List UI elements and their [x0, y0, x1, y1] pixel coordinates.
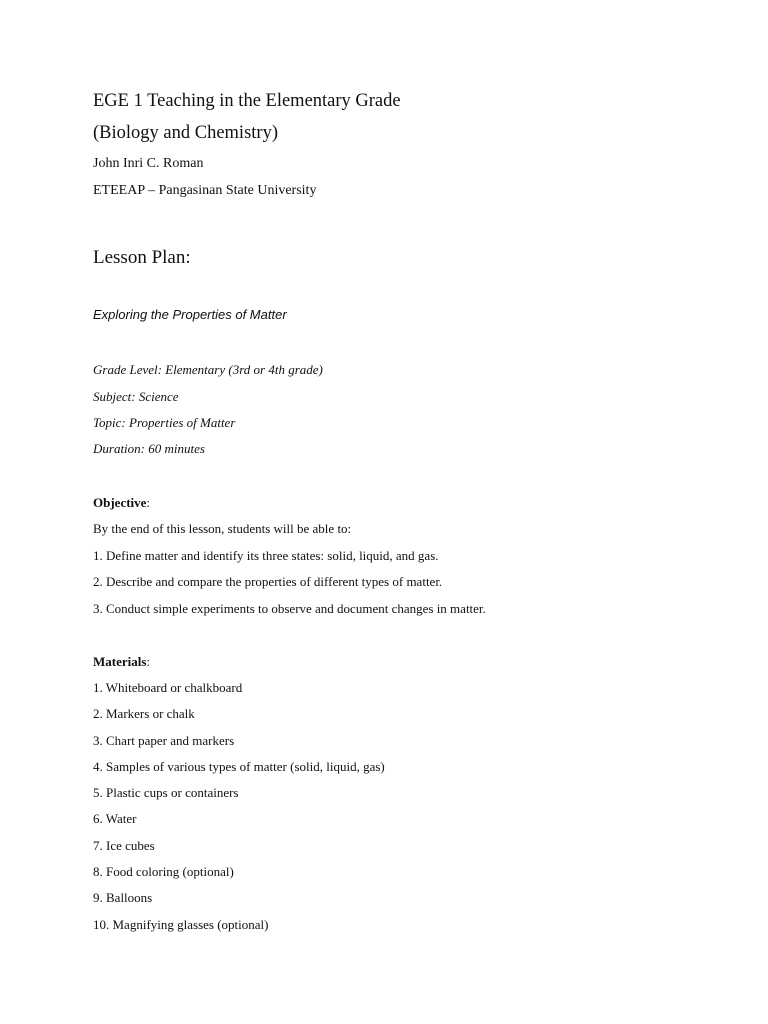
- materials-item: 1. Whiteboard or chalkboard: [93, 680, 243, 695]
- grade-level: Grade Level: Elementary (3rd or 4th grade): [93, 362, 323, 377]
- course-title-line-2: (Biology and Chemistry): [93, 123, 278, 143]
- materials-item: 7. Ice cubes: [93, 838, 155, 853]
- lesson-title: Exploring the Properties of Matter: [93, 307, 287, 322]
- institution-name: ETEEAP – Pangasinan State University: [93, 183, 317, 198]
- objective-heading: [93, 496, 150, 509]
- objective-item: 3. Conduct simple experiments to observe and document changes in matter.: [93, 601, 486, 616]
- materials-label: Materials: [93, 654, 147, 669]
- objective-colon: :: [146, 495, 151, 510]
- subject: Subject: Science: [93, 389, 179, 404]
- materials-item: 3. Chart paper and markers: [93, 733, 235, 748]
- course-title-line-1: EGE 1 Teaching in the Elementary Grade: [93, 91, 401, 111]
- author-name: John Inri C. Roman: [93, 156, 204, 171]
- objective-item: 2. Describe and compare the properties of different types of matter.: [93, 574, 443, 589]
- objective-item: 1. Define matter and identify its three states: solid, liquid, and gas.: [93, 548, 439, 563]
- materials-item: 6. Water: [93, 811, 137, 826]
- materials-item: 5. Plastic cups or containers: [93, 785, 239, 800]
- materials-item: 10. Magnifying glasses (optional): [93, 917, 269, 932]
- topic: Topic: Properties of Matter: [93, 415, 236, 430]
- materials-colon: :: [146, 654, 151, 669]
- duration: Duration: 60 minutes: [93, 441, 205, 456]
- materials-item: 4. Samples of various types of matter (solid, liquid, gas): [93, 759, 385, 774]
- materials-item: 2. Markers or chalk: [93, 706, 195, 721]
- objective-intro: By the end of this lesson, students will be able to:: [93, 521, 352, 536]
- materials-item: 9. Balloons: [93, 890, 153, 905]
- materials-heading: [93, 655, 150, 668]
- objective-label: Objective: [93, 495, 147, 510]
- materials-item: 8. Food coloring (optional): [93, 864, 234, 879]
- lesson-plan-heading: Lesson Plan:: [93, 247, 191, 268]
